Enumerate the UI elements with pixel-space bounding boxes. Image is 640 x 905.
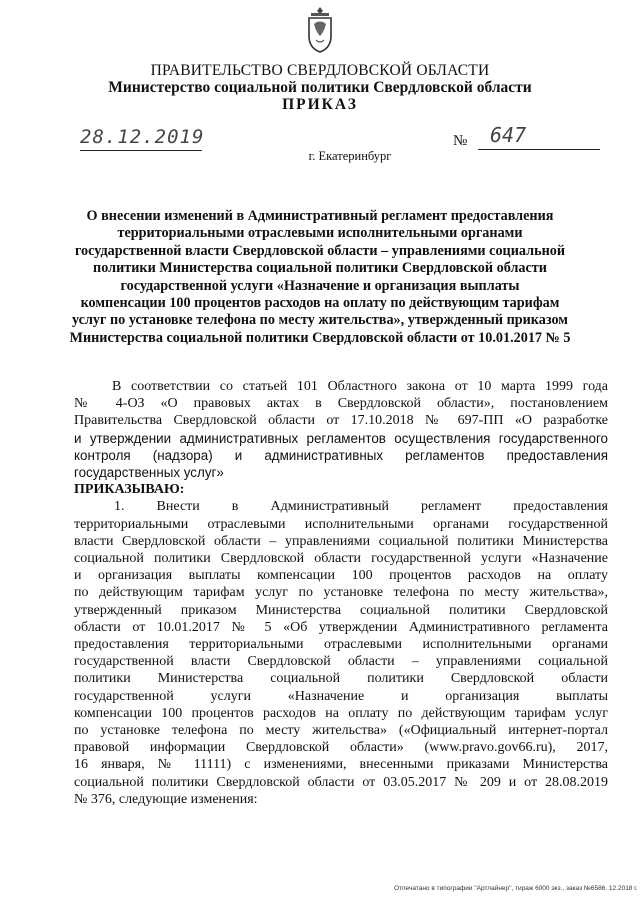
order-date-value: 28.12.2019 (80, 126, 205, 148)
order-body (74, 378, 608, 808)
item-line: государственной услуги «Назначение и организация выплаты (74, 688, 608, 704)
item-line: социальной политики Свердловской области государственной услуги «Назначение (74, 551, 608, 567)
item-line: № 376, следующие изменения: (74, 791, 258, 807)
item-line: территориальными отраслевыми исполнительными органами государственной (74, 516, 608, 532)
item-line: правовой информации Свердловской области» (www.pravo.gov66.ru), 2017, (74, 740, 608, 756)
ministry-heading: Министерство социальной политики Свердловской области (108, 79, 532, 96)
item-line: по действующим тарифам услуг по установке телефона по месту жительства», (74, 585, 608, 601)
preamble-line: государственных услуг» (74, 465, 224, 481)
title-line: территориальными отраслевыми исполнительными органами (117, 225, 523, 242)
preamble-line: Правительства Свердловской области от 17.10.2018 № 697-ПП «О разработке (74, 413, 608, 429)
number-sign: № (453, 133, 468, 149)
item-line: социальной политики Свердловской области от 03.05.2017 № 209 и от 28.08.2019 (74, 774, 608, 790)
preamble-line: № 4-ОЗ «О правовых актах в Свердловской области», постановлением (74, 396, 608, 412)
print-footer: Отпечатано в типографии "Артлайнер", тираж 6000 экз., заказ №6586. 12.2018 г. (394, 885, 638, 892)
item-line: области от 10.01.2017 № 5 «Об утверждении Административного регламента (74, 619, 608, 635)
title-line: Министерства социальной политики Свердловской области от 10.01.2017 № 5 (69, 329, 571, 346)
item-line: 1. Внести в Административный регламент предоставления (114, 499, 608, 515)
title-line: государственной власти Свердловской области – управлениями социальной (74, 242, 566, 259)
preamble-line: В соответствии со статьей 101 Областного закона от 10 марта 1999 года (112, 379, 608, 394)
title-line: О внесении изменений в Административный регламент предоставления (86, 208, 554, 224)
orders-heading: ПРИКАЗЫВАЮ: (74, 482, 185, 498)
item-line: политики Министерства социальной политики Свердловской области (74, 671, 608, 687)
coat-of-arms-emblem (306, 6, 334, 56)
preamble-line: контроля (надзора) и административных регламентов предоставления (74, 447, 608, 463)
item-line: власти Свердловской области – управлениями социальной политики Министерства (74, 533, 608, 549)
document-type: ПРИКАЗ (282, 96, 358, 113)
preamble-line: и утверждении административных регламентов осуществления государственного (74, 430, 608, 446)
item-line: по установке телефона по месту жительства» («Официальный интернет-портал (74, 723, 608, 739)
item-line: компенсации 100 процентов расходов на оплату по действующим тарифам услуг (74, 705, 608, 721)
item-line: и организация выплаты компенсации 100 процентов расходов на оплату (74, 568, 608, 584)
item-line: 16 января, № 11111) с изменениями, внесенными приказами Министерства (74, 757, 608, 773)
title-line: государственной услуги «Назначение и организация выплаты (120, 277, 520, 294)
order-number-value: 647 (490, 123, 527, 147)
title-line: услуг по установке телефона по месту жительства», утвержденный приказом (72, 312, 568, 329)
title-line: политики Министерства социальной политики Свердловской области (93, 260, 547, 277)
order-title (60, 208, 580, 347)
government-heading: ПРАВИТЕЛЬСТВО СВЕРДЛОВСКОЙ ОБЛАСТИ (150, 62, 490, 79)
city-line: г. Екатеринбург (308, 149, 392, 163)
item-line: утвержденный приказом Министерства социальной политики Свердловской (74, 602, 608, 618)
item-line: предоставления территориальными отраслевыми исполнительными органами (74, 637, 608, 653)
item-line: государственной власти Свердловской области – управлениями социальной (74, 654, 608, 670)
title-line: компенсации 100 процентов расходов на оплату по действующим тарифам (80, 295, 560, 312)
